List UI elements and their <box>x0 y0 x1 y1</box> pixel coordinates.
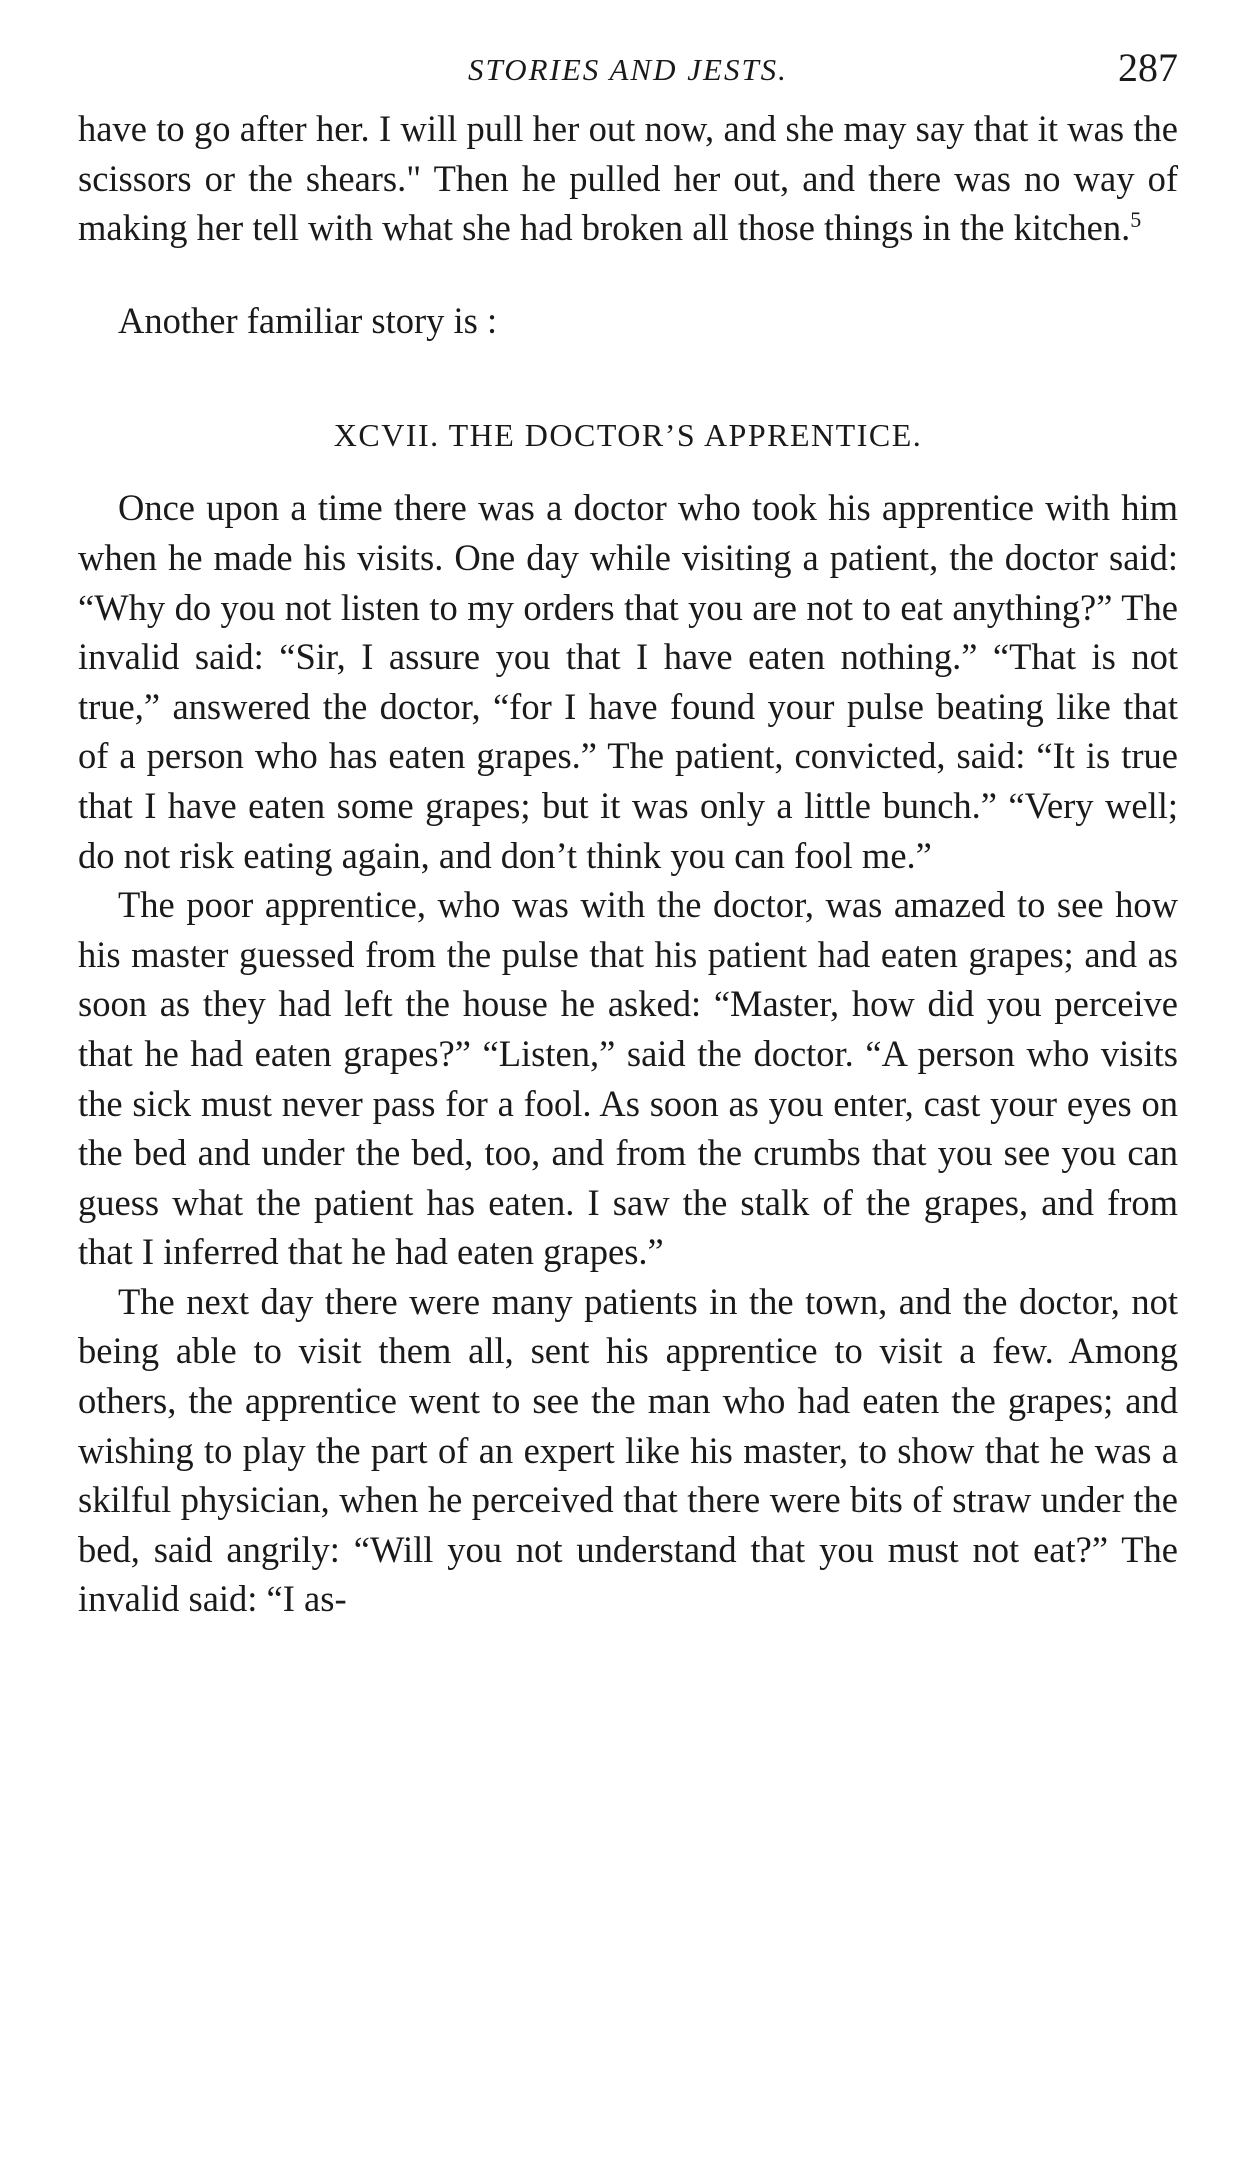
running-title: STORIES AND JESTS. <box>468 52 788 87</box>
continuation-text: have to go after her. I will pull her out now, and she may say that it was the scissors or the shears." Then he pulled her out, and there was no way of making her tell with what she had broken all those things in the kitchen. <box>78 108 1178 249</box>
chapter-heading: XCVII. THE DOCTOR’S APPRENTICE. <box>333 417 923 454</box>
story-paragraph-1: Once upon a time there was a doctor who took his apprentice with him when he made his visits. One day while visiting a patient, the doctor said: “Why do you not listen to my orders that you are not to eat anything?” The invalid said: “Sir, I assure you that I have eaten nothing.” “That is not true,” answered the doctor, “for I have found your pulse beating like that of a person who has eaten grapes.” The patient, convicted, said: “It is true that I have eaten some grapes; but it was only a little bunch.” “Very well; do not risk eating again, and don’t think you can fool me.” <box>78 487 1178 876</box>
page-number: 287 <box>1118 45 1178 90</box>
book-page <box>78 44 1178 1624</box>
story-paragraph-3: The next day there were many patients in the town, and the doctor, not being able to visit them all, sent his apprentice to visit a few. Among others, the apprentice went to see the man who had eaten the grapes; and wishing to play the part of an expert like his master, to show that he was a skilful physician, when he perceived that there were bits of straw under the bed, said angrily: “Will you not understand that you must not eat?” The invalid said: “I as- <box>78 1280 1178 1620</box>
running-header <box>78 44 1178 104</box>
footnote-reference: 5 <box>1130 207 1142 233</box>
continuation-paragraph <box>78 104 1178 253</box>
body-text <box>78 104 1178 1624</box>
story-paragraph-2: The poor apprentice, who was with the doctor, was amazed to see how his master guessed from the pulse that his patient had eaten grapes; and as soon as they had left the house he asked: “Master, how did you perceive that he had eaten grapes?” “Listen,” said the doctor. “A person who visits the sick must never pass for a fool. As soon as you enter, cast your eyes on the bed and under the bed, too, and from the crumbs that you see you can guess what the patient has eaten. I saw the stalk of the grapes, and from that I inferred that he had eaten grapes.” <box>78 884 1178 1273</box>
intro-paragraph: Another familiar story is : <box>118 299 498 341</box>
